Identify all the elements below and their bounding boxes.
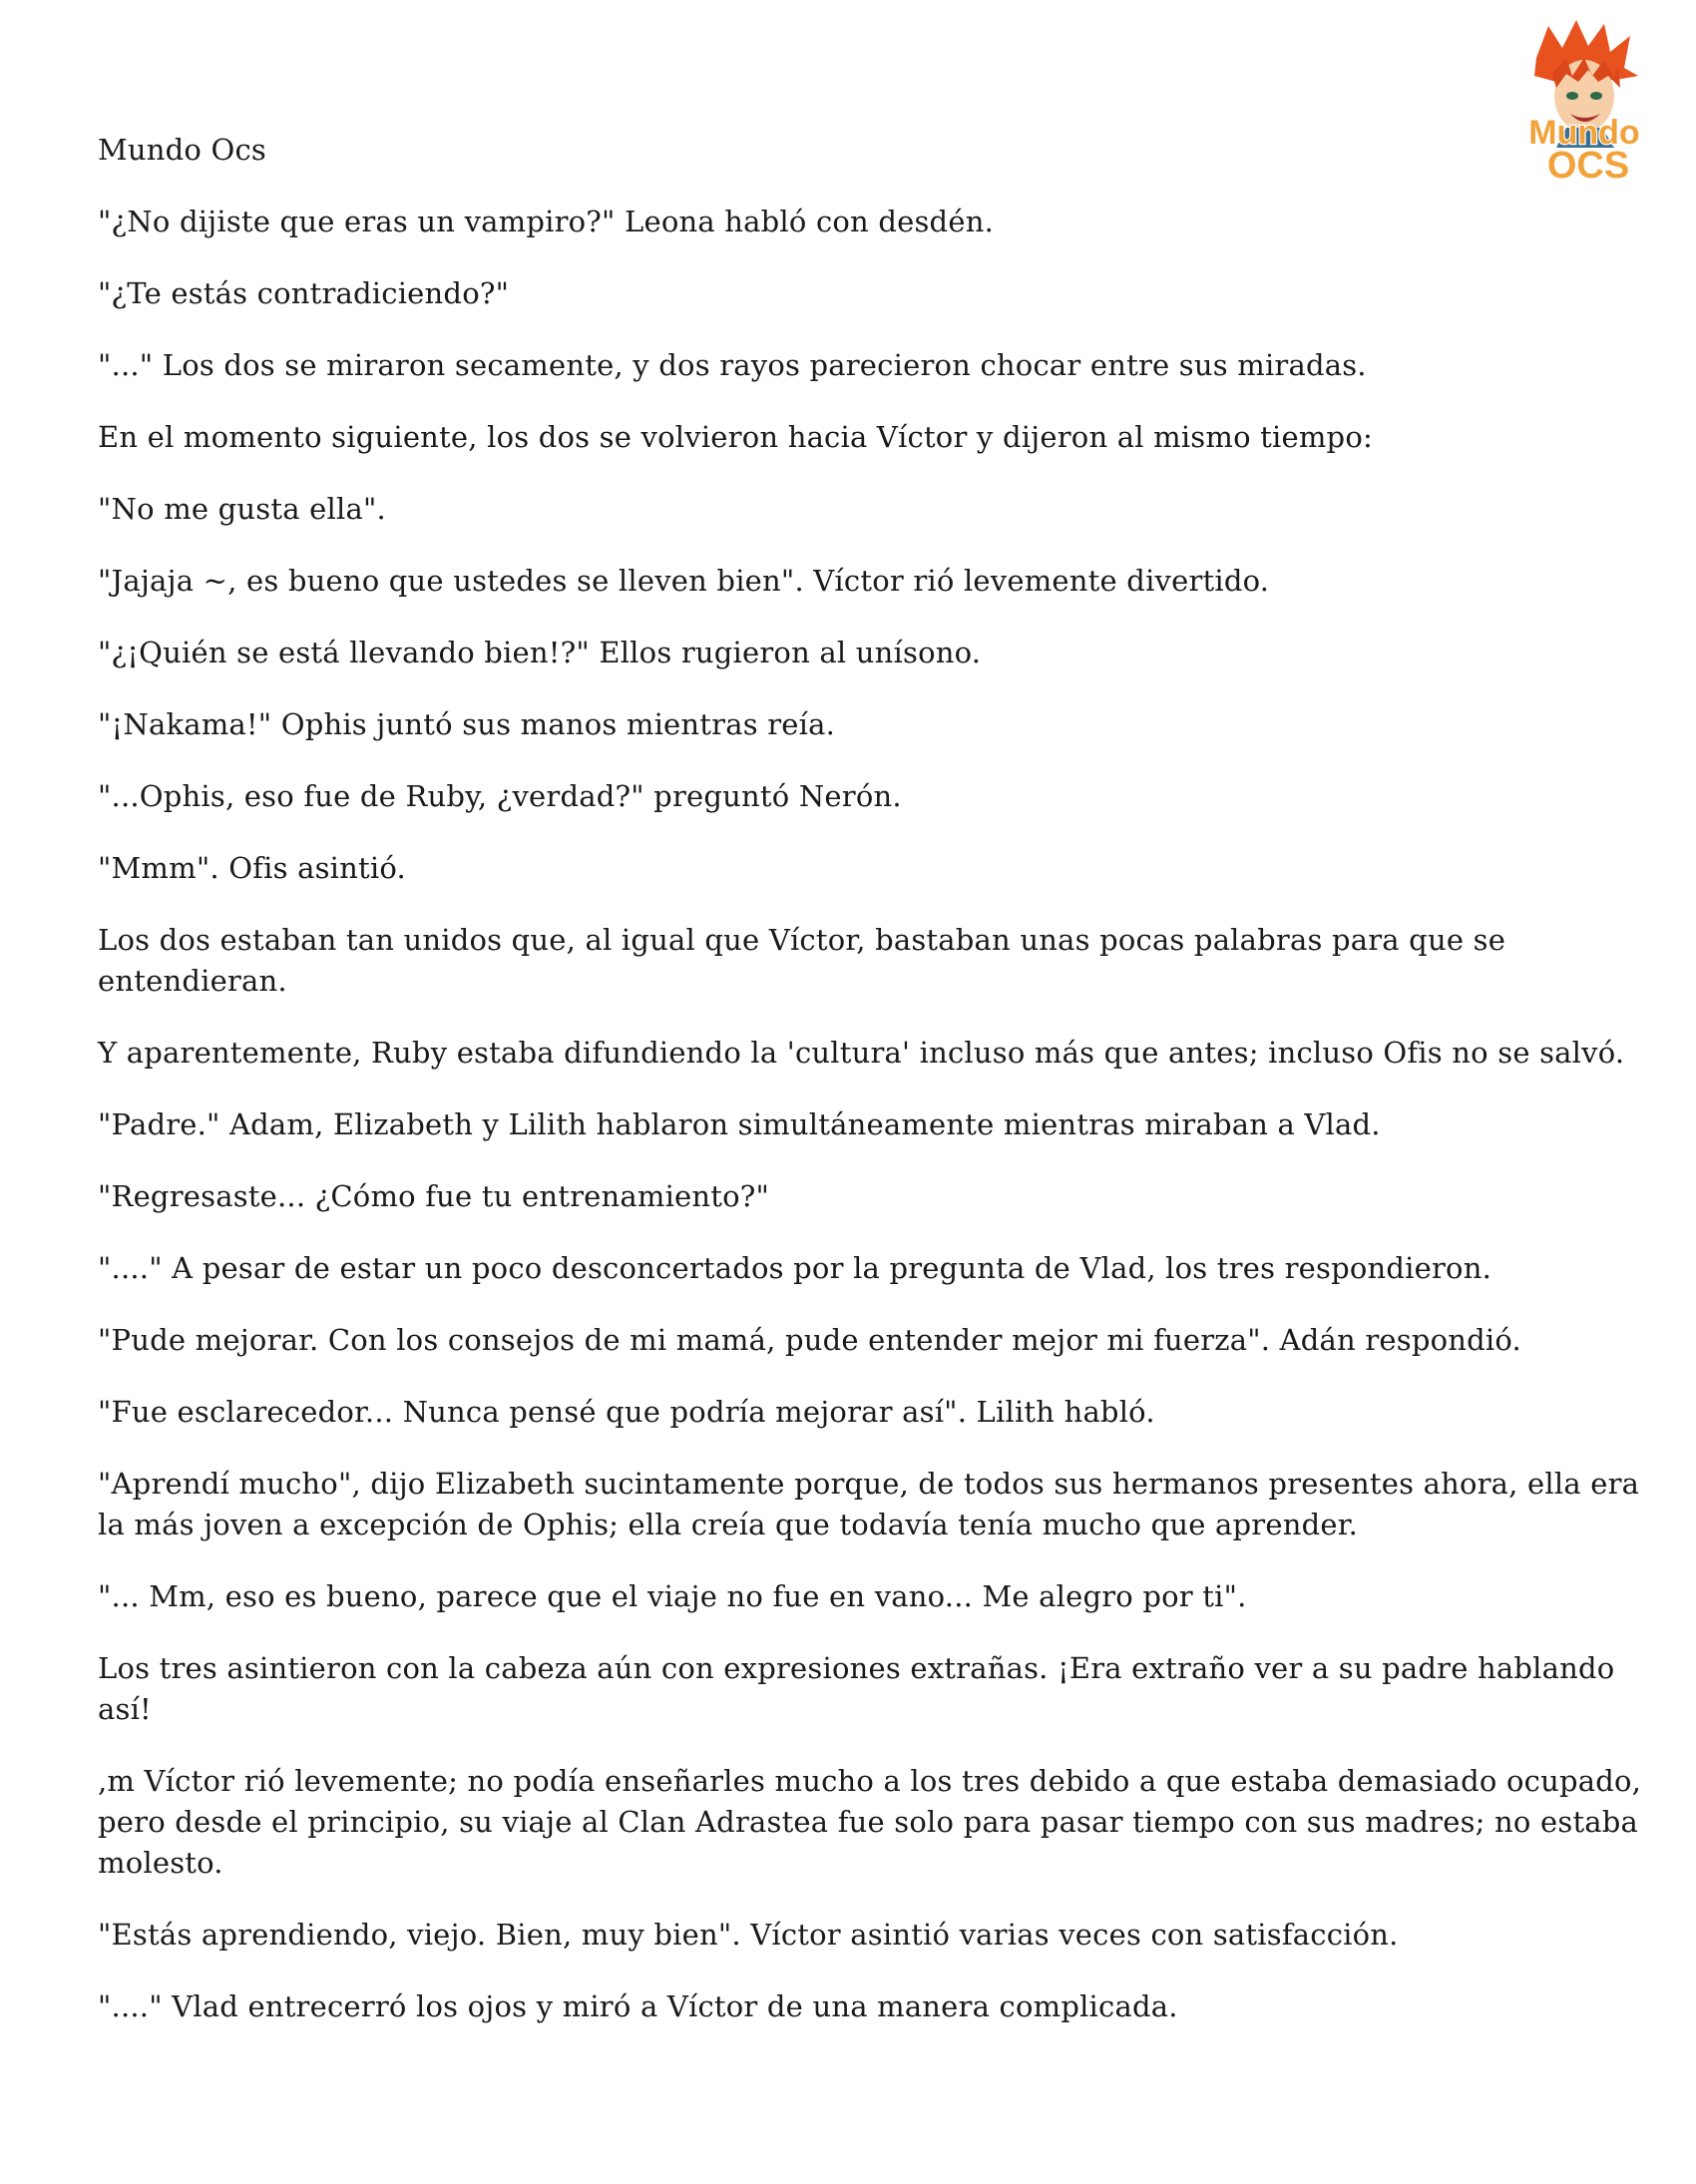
paragraph: Y aparentemente, Ruby estaba difundiendo la 'cultura' incluso más que antes; incluso Ofis no se salvó. <box>98 1036 1625 1070</box>
paragraph: En el momento siguiente, los dos se volvieron hacia Víctor y dijeron al mismo tiempo: <box>98 420 1373 454</box>
paragraph: "Fue esclarecedor... Nunca pensé que podría mejorar así". Lilith habló. <box>98 1395 1155 1429</box>
paragraph: "Regresaste... ¿Cómo fue tu entrenamiento?" <box>98 1179 770 1213</box>
logo-text-bottom: OCS <box>1546 145 1630 187</box>
paragraph: ,m Víctor rió levemente; no podía enseñarles mucho a los tres debido a que estaba demasiado ocupado, pero desde el principio, su viaje al Clan Adrastea fue solo para pasar tiempo con sus madres; no estaba molesto. <box>98 1764 1642 1880</box>
paragraph: Los tres asintieron con la cabeza aún con expresiones extrañas. ¡Era extraño ver a su padre hablando así! <box>98 1651 1615 1726</box>
paragraph: "Jajaja ~, es bueno que ustedes se lleven bien". Víctor rió levemente divertido. <box>98 564 1270 598</box>
paragraph: "...Ophis, eso fue de Ruby, ¿verdad?" preguntó Nerón. <box>98 779 902 813</box>
paragraph: "Estás aprendiendo, viejo. Bien, muy bien". Víctor asintió varias veces con satisfacción. <box>98 1918 1399 1952</box>
document-title: Mundo Ocs <box>98 133 266 167</box>
paragraph: "..." Los dos se miraron secamente, y dos rayos parecieron chocar entre sus miradas. <box>98 348 1367 382</box>
paragraph: "...." Vlad entrecerró los ojos y miró a Víctor de una manera complicada. <box>98 1989 1178 2023</box>
paragraph: "¿¡Quién se está llevando bien!?" Ellos rugieron al unísono. <box>98 636 982 669</box>
paragraph: "¡Nakama!" Ophis juntó sus manos mientras reía. <box>98 707 836 741</box>
paragraph: "Pude mejorar. Con los consejos de mi mamá, pude entender mejor mi fuerza". Adán respondió. <box>98 1323 1521 1357</box>
paragraph: "Padre." Adam, Elizabeth y Lilith hablaron simultáneamente mientras miraban a Vlad. <box>98 1107 1381 1141</box>
paragraph: "¿No dijiste que eras un vampiro?" Leona habló con desdén. <box>98 205 994 238</box>
document-body <box>98 130 1654 2058</box>
paragraph: "¿Te estás contradiciendo?" <box>98 276 510 310</box>
paragraph: "Mmm". Ofis asintió. <box>98 851 406 885</box>
paragraph: "... Mm, eso es bueno, parece que el viaje no fue en vano... Me alegro por ti". <box>98 1579 1247 1613</box>
paragraph: Los dos estaban tan unidos que, al igual que Víctor, bastaban unas pocas palabras para que se entendieran. <box>98 923 1506 998</box>
paragraph: "No me gusta ella". <box>98 492 386 526</box>
paragraph: "...." A pesar de estar un poco desconcertados por la pregunta de Vlad, los tres respondieron. <box>98 1251 1492 1285</box>
paragraph: "Aprendí mucho", dijo Elizabeth sucintamente porque, de todos sus hermanos presentes ahora, ella era la más joven a excepción de Ophis; ella creía que todavía tenía mucho que aprender. <box>98 1467 1640 1541</box>
logo-text-top: Mundo <box>1528 114 1640 152</box>
